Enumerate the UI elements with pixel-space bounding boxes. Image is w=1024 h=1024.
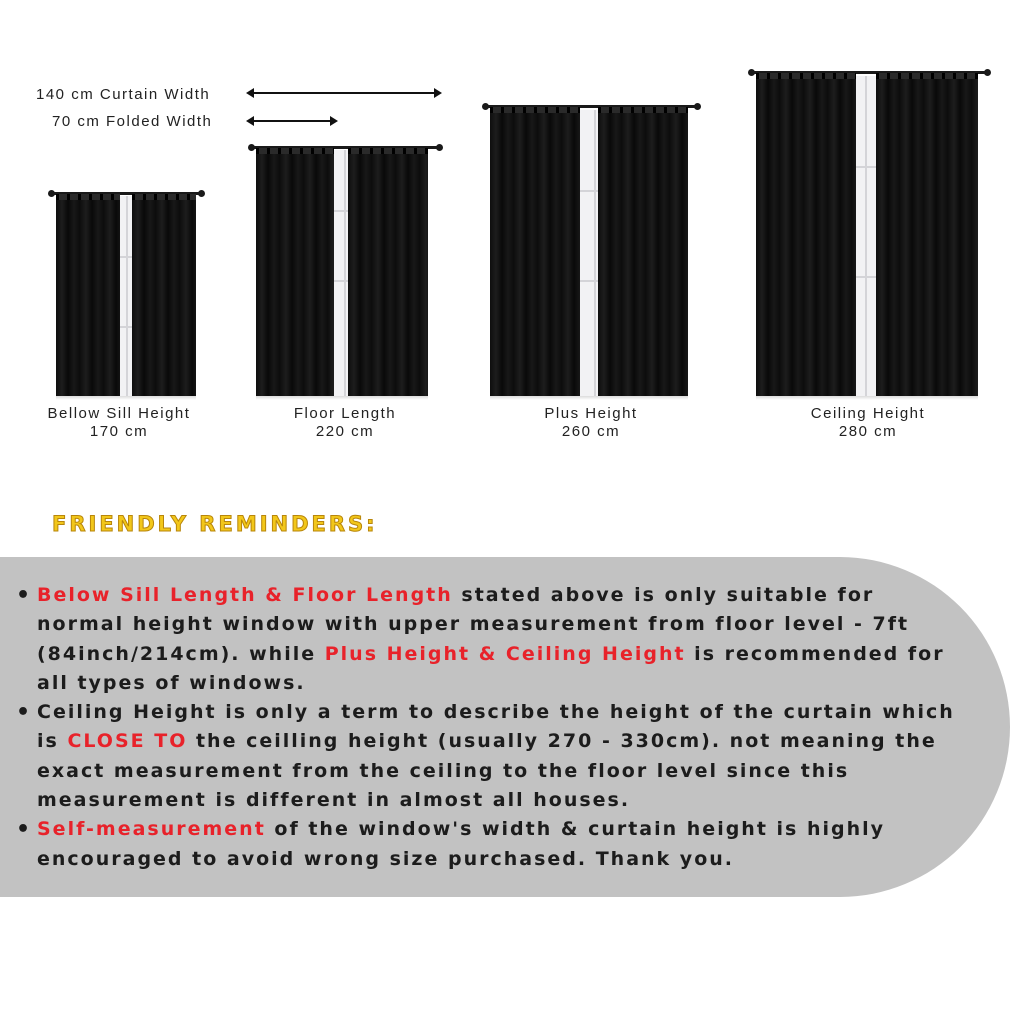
caption-size: 220 cm (315, 423, 375, 440)
folded-width-label: 70 cm Folded Width (52, 113, 213, 130)
caption-name: Ceiling Height (810, 405, 926, 422)
reminder-highlight: Below Sill Length & Floor Length (37, 584, 453, 606)
folded-width-arrow (248, 120, 336, 122)
reminders-list (18, 581, 958, 874)
caption-name: Plus Height (544, 405, 638, 422)
reminder-text: Ceiling Height is only a term to describe the height of the curtain which is (37, 701, 955, 753)
caption-ceiling-height (786, 405, 950, 441)
reminder-highlight: Plus Height & Ceiling Height (324, 642, 686, 665)
reminder-text: stated above is only suitable for normal height window with upper measurement from floor level - 7ft (84inch/214cm). while (37, 584, 910, 665)
caption-name: Floor Length (293, 405, 397, 422)
caption-name: Bellow Sill Height (47, 405, 191, 422)
caption-below-sill (36, 405, 202, 441)
reminder-text: of the window's width & curtain height is highly encouraged to avoid wrong size purchased. Thank you. (37, 818, 886, 870)
caption-plus-height (516, 405, 666, 441)
reminder-text: is recommended for all types of windows. (37, 642, 945, 694)
caption-size: 260 cm (561, 423, 621, 440)
reminders-title: FRIENDLY REMINDERS: (52, 512, 378, 536)
reminder-highlight: Self-measurement (37, 818, 266, 841)
curtain-width-label: 140 cm Curtain Width (36, 86, 211, 103)
caption-floor-length (270, 405, 420, 441)
caption-size: 280 cm (838, 423, 898, 440)
reminder-text: the ceilling height (usually 270 - 330cm). not meaning the exact measurement from the ceiling to the floor level since this measurement is different in almost all houses. (37, 730, 937, 812)
reminder-item (18, 815, 958, 874)
curtain-width-arrow (248, 92, 440, 94)
caption-size: 170 cm (89, 423, 149, 440)
reminder-highlight: CLOSE TO (67, 730, 188, 753)
reminder-item (18, 581, 958, 698)
reminder-item (18, 698, 958, 815)
